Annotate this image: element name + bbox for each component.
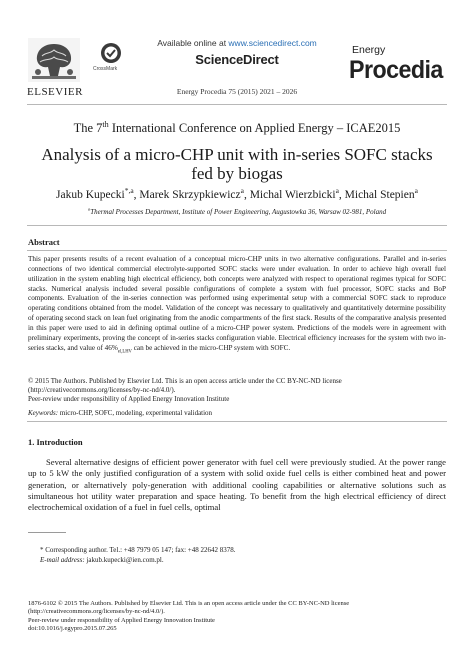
page-footer — [28, 600, 349, 633]
author-name: Michal Wierzbicki — [249, 189, 336, 201]
conference-prefix: The 7 — [73, 121, 103, 135]
footnote-divider — [28, 532, 66, 533]
footer-license-link[interactable]: (http://creativecommons.org/licenses/by-nc-nd/4.0/). — [28, 608, 165, 616]
abstract-divider — [27, 250, 447, 251]
author-separator: , — [338, 189, 345, 201]
keywords-divider — [27, 421, 447, 422]
journal-name-energy: Energy — [352, 44, 386, 56]
footer-peer-review: Peer-review under responsibility of Applied Energy Innovation Institute — [28, 616, 215, 624]
conference-ordinal: th — [102, 119, 109, 129]
license-link[interactable]: (http://creativecommons.org/licenses/by-nc-nd/4.0/). — [28, 386, 176, 395]
header-divider — [27, 104, 447, 105]
abstract-text: This paper presents results of a recent evaluation of a conceptual micro-CHP units in two alternative configurations. Parallel and in-series connections of two identical commercial electrolyte-supported SOFC stacks were under evaluation. In order to achieve high overall fuel utilization in the system enabling high electrical efficiency, both concepts were analyzed with respect to operational regimes typical for SOFC stacks. Numerical analysis included several possible configurations of complete a system with fuel processor, SOFC stacks and BoP components. Evaluation of the in-series connection was performed using experimental setup with a commercial SOFC stack to reproduce operating conditions obtained from the model. Validation of the concept was necessary to qualitatively and quantitatively determine possibility of operating second stack on lean fuel originating from the anodic compartments of the first stack. Results of the comparative analysis presented in this paper were used to aid in defining optimal outline of a micro-CHP power system. Predictions of the models were in agreement with preliminary experiments, proving the concept of in-series stacks configuration viable. Electrical efficiency increases for the system with two in-series stacks, and value of 46% — [28, 255, 446, 352]
affiliation-text: Thermal Processes Department, Institute of Power Engineering, Augustowka 36, Warsaw 02-981, Poland — [90, 208, 387, 216]
author-name: Marek Skrzypkiewicz — [139, 189, 241, 201]
footer-issn-line: 1876-6102 © 2015 The Authors. Published by Elsevier Ltd. This is an open access article under the CC BY-NC-ND license — [28, 600, 350, 607]
sciencedirect-logo: ScienceDirect — [195, 52, 279, 67]
email-line — [40, 555, 235, 565]
available-prefix: Available online at — [157, 38, 229, 48]
abstract-subscript: el,LHV — [117, 349, 132, 355]
journal-name-procedia: Procedia — [349, 56, 443, 84]
publisher-name: ELSEVIER — [27, 86, 83, 98]
keywords-line — [28, 409, 212, 417]
email-address[interactable]: jakub.kupecki@ien.com.pl. — [84, 556, 164, 564]
conference-line — [0, 121, 474, 136]
peer-review-line: Peer-review under responsibility of Applied Energy Innovation Institute — [28, 395, 230, 404]
introduction-heading: 1. Introduction — [28, 437, 83, 447]
conference-name: International Conference on Applied Energy – ICAE2015 — [108, 121, 401, 135]
affiliation-mark: a — [87, 206, 91, 212]
corresponding-author: * Corresponding author. Tel.: +48 7979 05 147; fax: +48 22642 8378. — [40, 546, 236, 554]
abstract-heading: Abstract — [28, 237, 60, 247]
copyright-line: © 2015 The Authors. Published by Elsevier Ltd. This is an open access article under the CC BY-NC-ND license — [28, 377, 342, 385]
author-separator: , — [243, 189, 250, 201]
copyright-block — [28, 377, 446, 405]
footer-doi[interactable]: doi:10.1016/j.egypro.2015.07.265 — [28, 624, 117, 632]
affiliation-line — [0, 208, 474, 216]
author-name: Jakub Kupecki — [56, 189, 125, 201]
author-marks: a — [335, 186, 339, 196]
sciencedirect-url-link[interactable]: www.sciencedirect.com — [228, 38, 317, 48]
crossmark-label: CrossMark — [93, 66, 118, 72]
footnote — [40, 545, 235, 565]
author-separator: , — [133, 189, 140, 201]
author-marks: a — [414, 186, 418, 196]
title-divider — [27, 225, 447, 226]
author-list — [0, 186, 474, 201]
paper-title: Analysis of a micro-CHP unit with in-series SOFC stacks fed by biogas — [41, 145, 433, 183]
keywords-label: Keywords: — [28, 409, 59, 417]
email-label: E-mail address: — [40, 556, 85, 564]
author-marks: a — [240, 186, 244, 196]
available-online-line — [0, 38, 474, 48]
journal-reference: Energy Procedia 75 (2015) 2021 – 2026 — [176, 87, 298, 96]
abstract-text-end: can be achieved in the micro-CHP system with SOFC. — [131, 343, 291, 352]
author-name: Michal Stepien — [344, 189, 415, 201]
keywords-text: micro-CHP, SOFC, modeling, experimental validation — [58, 409, 213, 417]
author-marks: *,a — [124, 186, 134, 196]
introduction-body: Several alternative designs of efficient power generator with fuel cell were previously studied. At the power range up to 5 kW the only justified configuration of a system with solid oxide fuel cells is either combined heat and power generation, or alternatively poly-generation with additional cooling capabilities or alternative solutions such as simultaneous hot utility water preparation and space heating. To benefit from the high electrical efficiency of direct electrochemical oxidation of a fuel in fuel cells, optimal — [28, 457, 446, 513]
abstract-body — [28, 255, 446, 353]
